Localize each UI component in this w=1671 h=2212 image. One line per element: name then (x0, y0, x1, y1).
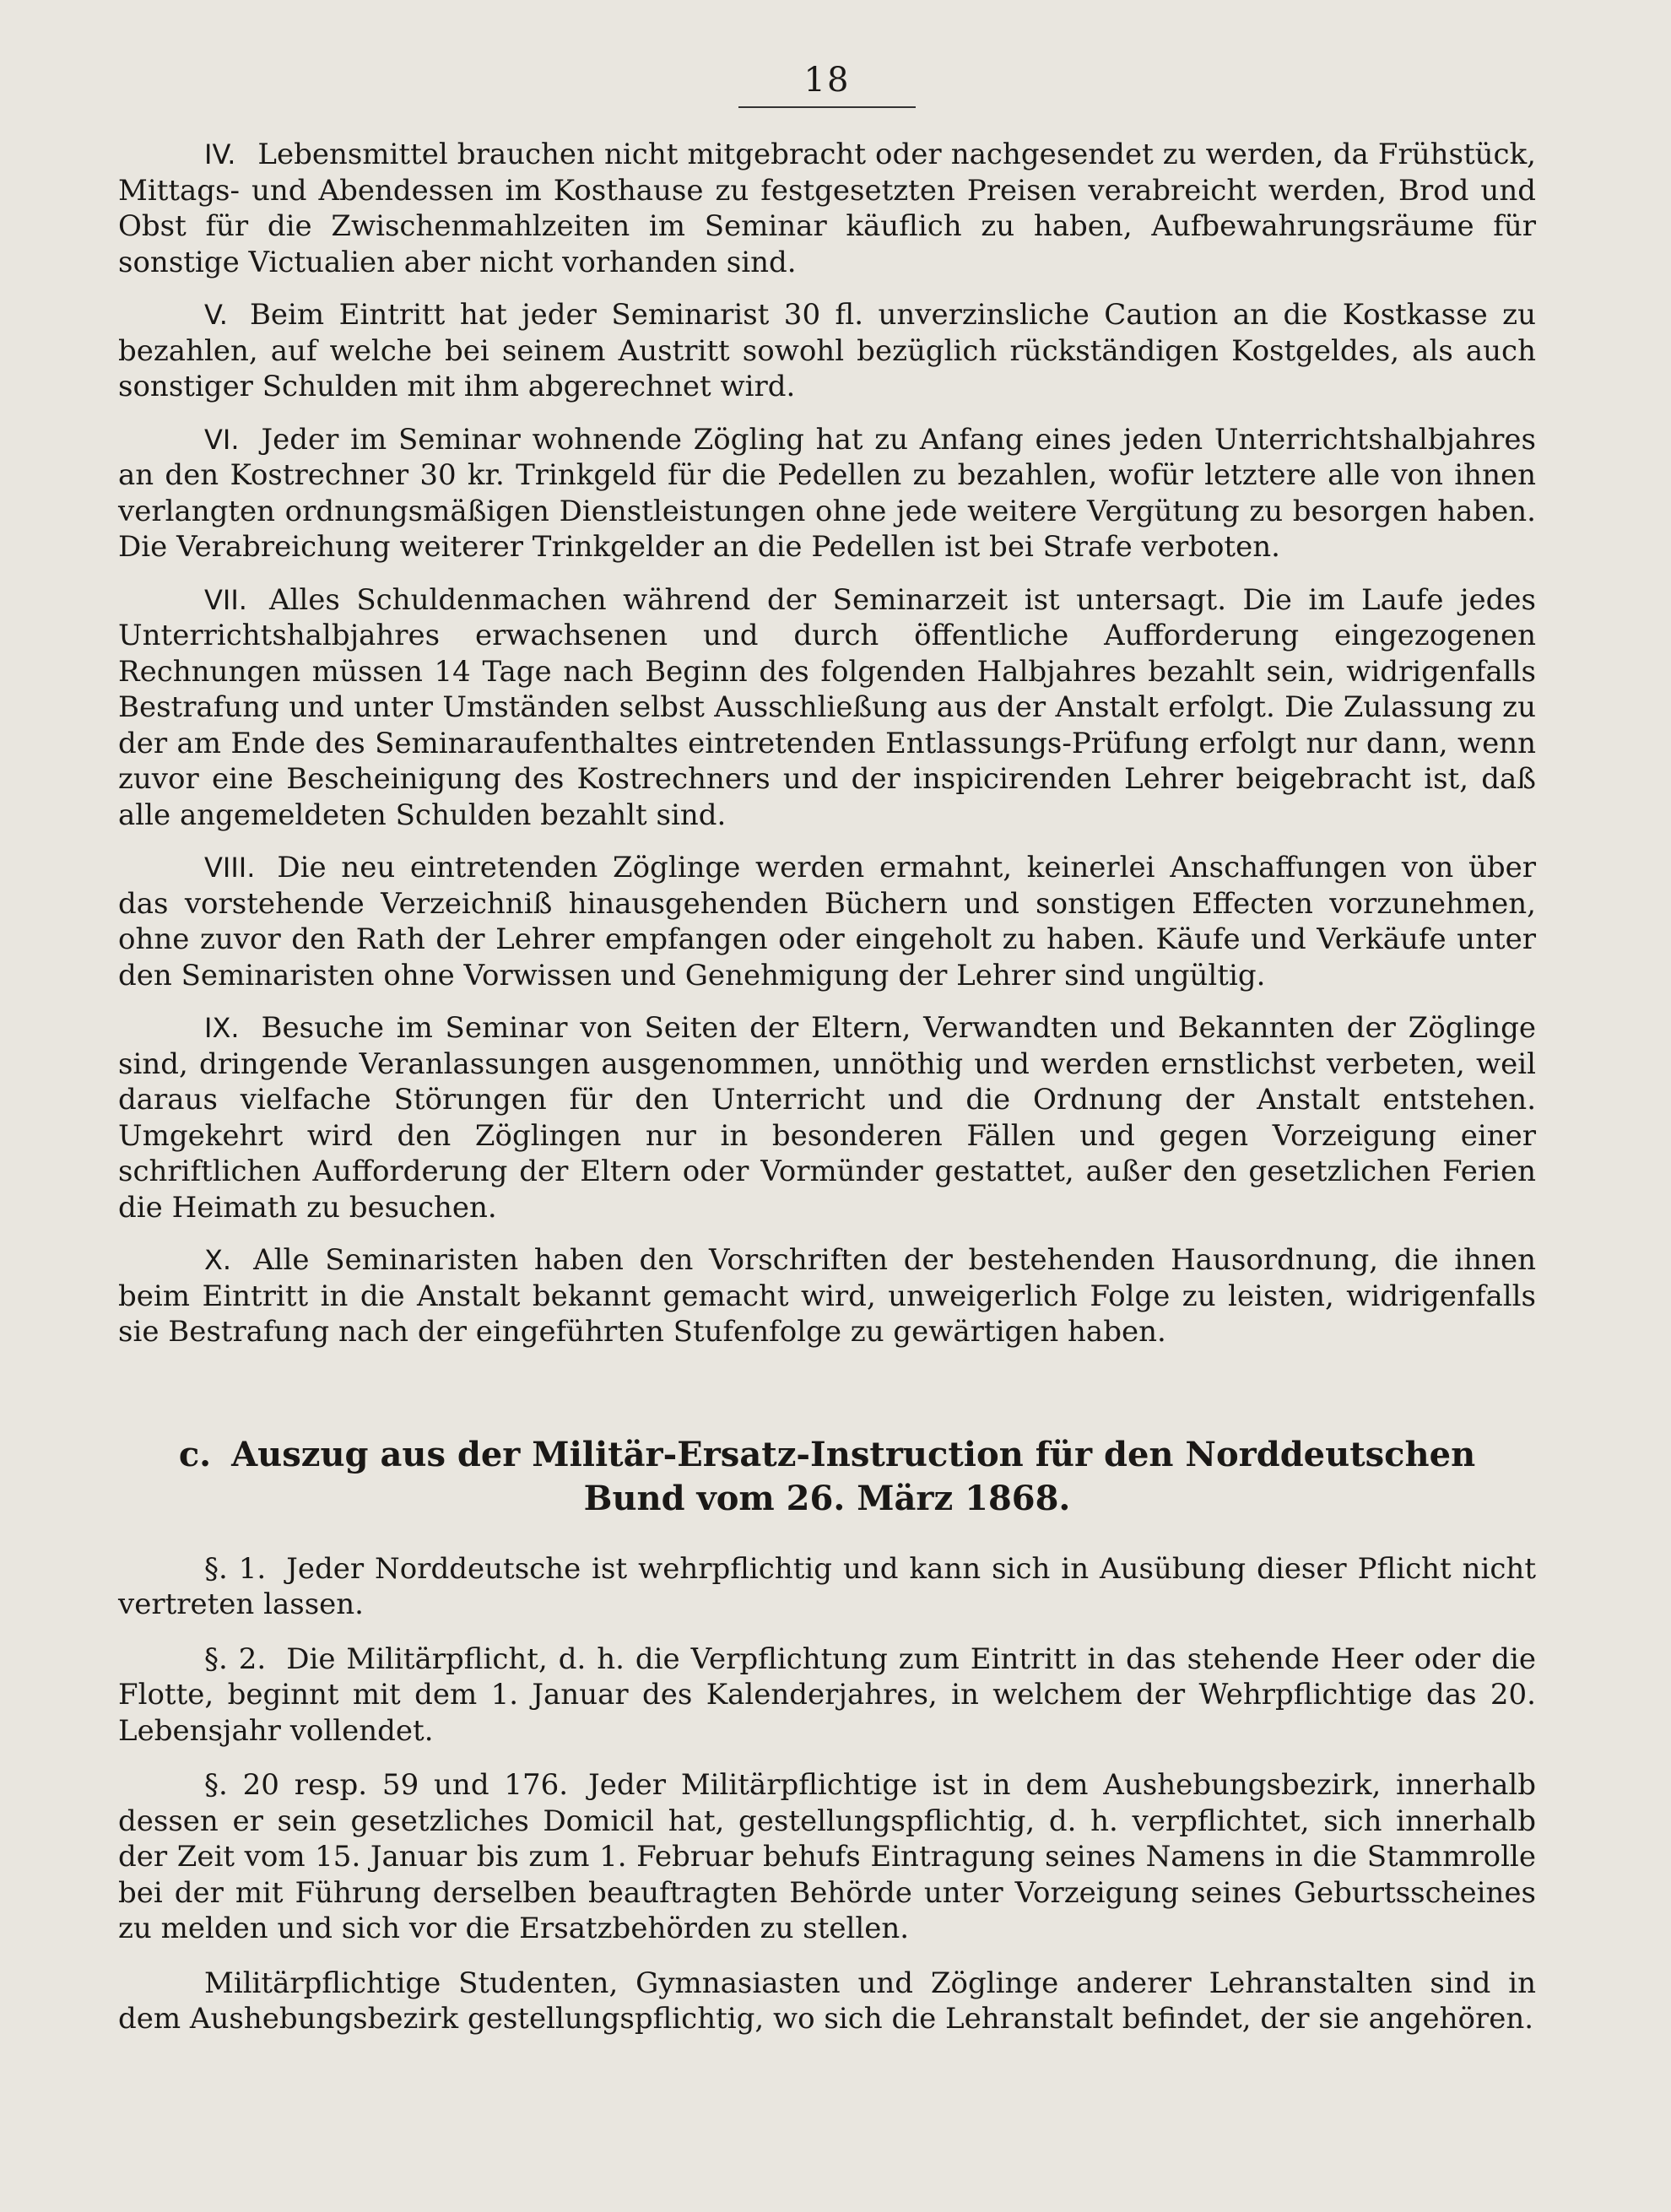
paragraph-vi (118, 422, 1536, 565)
paragraph-number: VI. (204, 423, 240, 456)
paragraph-vii (118, 582, 1536, 834)
paragraph-text: Beim Eintritt hat jeder Seminarist 30 fl. unverzinsliche Caution an die Kostkasse zu bezahlen, auf welche bei seinem Austritt sowohl bezüglich rückständigen Kostgeldes, als auch sonstiger Schulden mit ihm abgerechnet wird. (118, 298, 1536, 403)
paragraph-number: VIII. (204, 852, 256, 884)
section-paragraph-students (118, 1966, 1536, 2037)
section-text: Militärpflichtige Studenten, Gymnasiasten und Zöglinge anderer Lehranstalten sind in dem Aushebungsbezirk gestellungspflichtig, wo sich die Lehranstalt befindet, der sie angehören. (118, 1966, 1536, 2036)
paragraph-v (118, 297, 1536, 405)
paragraph-ix (118, 1010, 1536, 1225)
paragraph-text: Besuche im Seminar von Seiten der Eltern, Verwandten und Bekannten der Zöglinge sind, dringende Veranlassungen ausgenommen, unnöthig und werden ernstlichst verbeten, weil daraus vielfache Störungen für den Unterricht und die Ordnung der Anstalt entstehen. Umgekehrt wird den Zöglingen nur in besonderen Fällen und gegen Vorzeigung einer schriftlichen Aufforderung der Eltern oder Vormünder gestattet, außer den gesetzlichen Ferien die Heimath zu besuchen. (118, 1011, 1536, 1225)
section-paragraph-1 (118, 1551, 1536, 1623)
paragraph-x (118, 1242, 1536, 1350)
paragraph-number: IV. (204, 138, 236, 170)
paragraph-text: Jeder im Seminar wohnende Zögling hat zu Anfang eines jeden Unterrichtshalbjahres an den Kostrechner 30 kr. Trinkgeld für die Pedellen zu bezahlen, wofür letztere alle von ihnen verlangten ordnungsmäßigen Dienstleistungen ohne jede weitere Vergütung zu besorgen haben. Die Verabreichung weiterer Trinkgelder an die Pedellen ist bei Strafe verboten. (118, 422, 1536, 564)
page-number: 18 (803, 61, 851, 100)
paragraph-number: IX. (204, 1012, 240, 1044)
paragraph-text: Lebensmittel brauchen nicht mitgebracht oder nachgesendet zu werden, da Frühstück, Mittags- und Abendessen im Kosthause zu festgesetzten Preisen verabreicht werden, Brod und Obst für die Zwischenmahlzeiten im Seminar käuflich zu haben, Aufbewahrungsräume für sonstige Victualien aber nicht vorhanden sind. (118, 138, 1536, 279)
paragraph-viii (118, 850, 1536, 993)
paragraph-number: X. (204, 1244, 232, 1276)
section-number: §. 2. (204, 1641, 267, 1676)
heading-label: c. (178, 1434, 212, 1474)
section-number: §. 1. (204, 1551, 267, 1586)
section-paragraph-20 (118, 1767, 1536, 1947)
paragraph-text: Alle Seminaristen haben den Vorschriften der bestehenden Hausordnung, die ihnen beim Eintritt in die Anstalt bekannt gemacht wird, unweigerlich Folge zu leisten, widrigenfalls sie Bestrafung nach der eingeführten Stufenfolge zu gewärtigen haben. (118, 1243, 1536, 1349)
paragraph-text: Alles Schuldenmachen während der Seminarzeit ist untersagt. Die im Laufe jedes Unterrichtshalbjahres erwachsenen und durch öffentliche Aufforderung eingezogenen Rechnungen müssen 14 Tage nach Beginn des folgenden Halbjahres bezahlt sein, widrigenfalls Bestrafung und unter Umständen selbst Ausschließung aus der Anstalt erfolgt. Die Zulassung zu der am Ende des Seminaraufenthaltes eintretenden Entlassungs-Prüfung erfolgt nur dann, wenn zuvor eine Bescheinigung des Kostrechners und der inspicirenden Lehrer beigebracht ist, daß alle angemeldeten Schulden bezahlt sind. (118, 582, 1536, 832)
paragraph-number: VII. (204, 583, 247, 616)
heading-line-1: Auszug aus der Militär-Ersatz-Instruction für den Norddeutschen (231, 1434, 1476, 1474)
section-number: §. 20 resp. 59 und 176. (204, 1768, 569, 1802)
heading-line-2: Bund vom 26. März 1868. (583, 1478, 1071, 1518)
section-text: Jeder Norddeutsche ist wehrpflichtig und kann sich in Ausübung dieser Pflicht nicht vertreten lassen. (118, 1551, 1536, 1621)
section-heading (118, 1433, 1536, 1521)
paragraph-iv (118, 137, 1536, 280)
section-paragraph-2 (118, 1641, 1536, 1750)
paragraph-text: Die neu eintretenden Zöglinge werden ermahnt, keinerlei Anschaffungen von über das vorstehende Verzeichniß hinausgehenden Büchern und sonstigen Effecten vorzunehmen, ohne zuvor den Rath der Lehrer empfangen oder eingeholt zu haben. Käufe und Verkäufe unter den Seminaristen ohne Vorwissen und Genehmigung der Lehrer sind ungültig. (118, 851, 1536, 992)
section-text: Jeder Militärpflichtige ist in dem Aushebungsbezirk, innerhalb dessen er sein gesetzliches Domicil hat, gestellungspflichtig, d. h. verpflichtet, sich innerhalb der Zeit vom 15. Januar bis zum 1. Februar behufs Eintragung seines Namens in die Stammrolle bei der mit Führung derselben beauftragten Behörde unter Vorzeigung seines Geburtsscheines zu melden und sich vor die Ersatzbehörden zu stellen. (118, 1768, 1536, 1945)
section-text: Die Militärpflicht, d. h. die Verpflichtung zum Eintritt in das stehende Heer oder die Flotte, beginnt mit dem 1. Januar des Kalenderjahres, in welchem der Wehrpflichtige das 20. Lebensjahr vollendet. (118, 1641, 1536, 1748)
header-rule (738, 106, 916, 108)
paragraph-number: V. (204, 299, 228, 331)
